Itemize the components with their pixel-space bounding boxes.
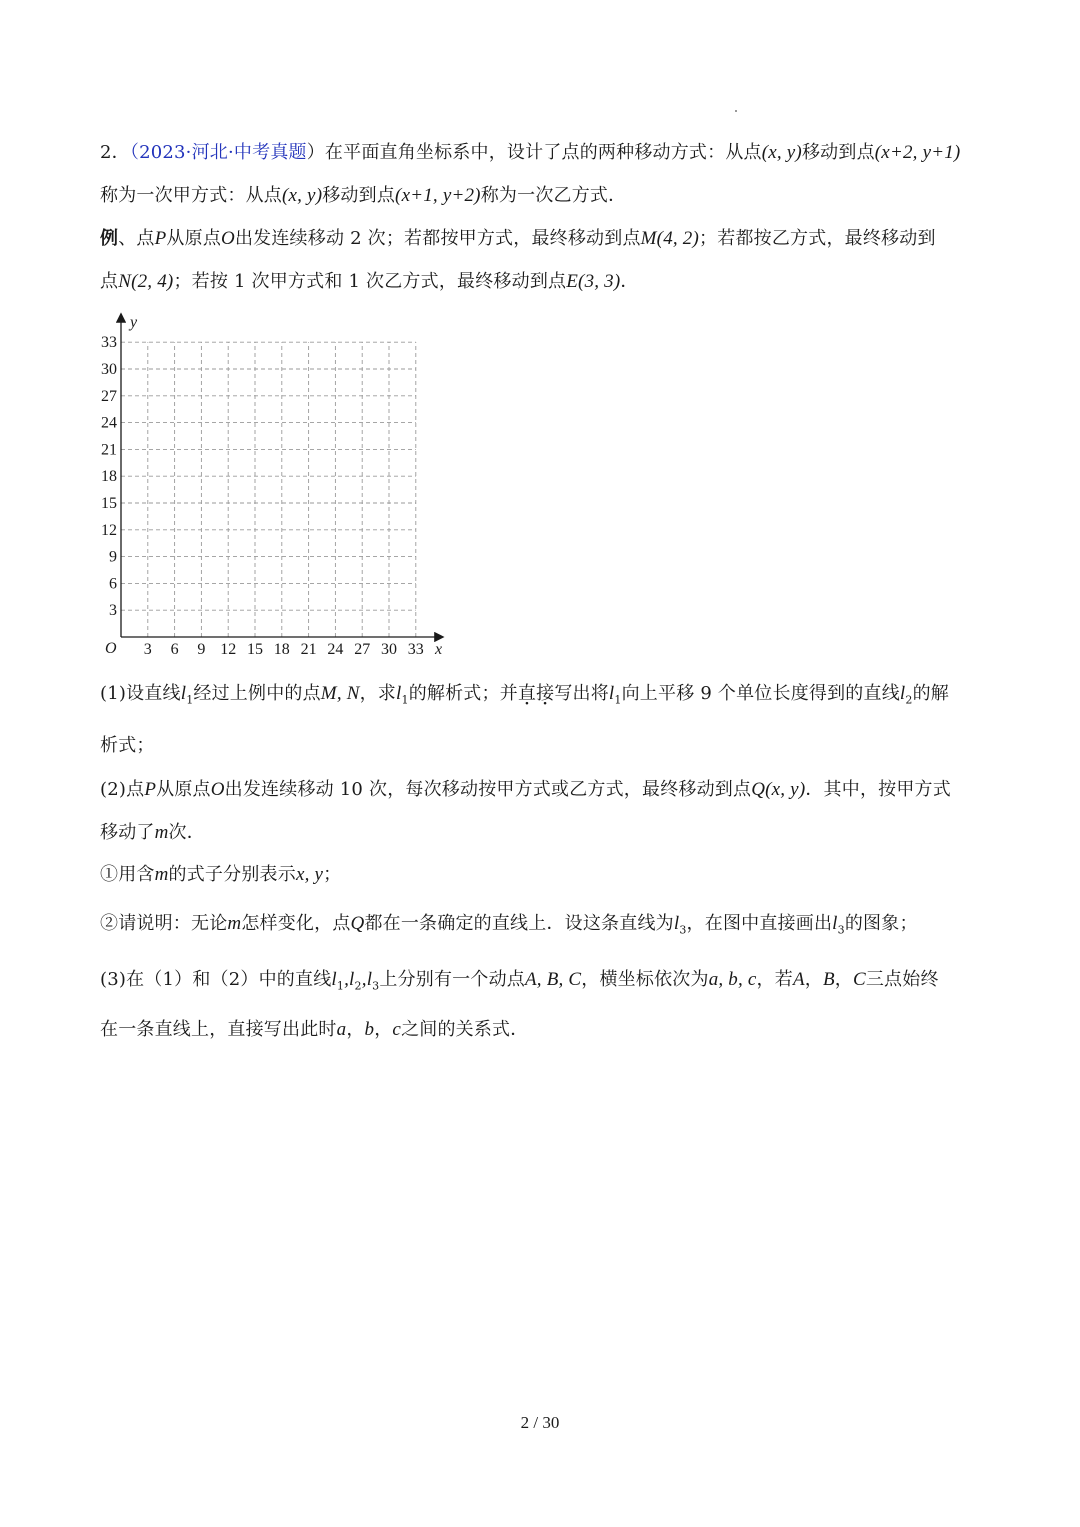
y-axis-label: y <box>130 314 138 331</box>
emphasis-dot-char: 接 <box>536 683 555 704</box>
problem-intro-line-1: 2．（2023·河北·中考真题）在平面直角坐标系中，设计了点的两种移动方式：从点(x, y)移动到点(x+2, y+1) <box>100 142 961 163</box>
page-number: 2 / 30 <box>520 1413 560 1432</box>
scan-speck <box>735 110 737 112</box>
y-tick-label: 21 <box>101 441 117 459</box>
example-line-2: 点N(2, 4)；若按 1 次甲方式和 1 次乙方式，最终移动到点E(3, 3)． <box>100 271 639 292</box>
x-tick-label: 21 <box>300 641 317 658</box>
x-tick-label: 12 <box>220 641 237 658</box>
x-axis-label: x <box>435 641 443 658</box>
y-tick-label: 12 <box>101 521 117 539</box>
question-3-line-2: 在一条直线上，直接写出此时a，b，c之间的关系式． <box>100 1019 529 1040</box>
x-tick-label: 9 <box>197 641 206 658</box>
question-1-line-2: 析式； <box>100 735 155 756</box>
y-tick-label: 15 <box>101 495 117 512</box>
example-line-1: 例、点P从原点O出发连续移动 2 次；若都按甲方式，最终移动到点M(4, 2)；若都按乙方式，最终移动到 <box>100 228 936 249</box>
y-tick-label: 3 <box>109 602 117 620</box>
question-1-line-1: (1)设直线$l_1$经过上例中的点M, N，求$l_1$的解析式；并直接写出将$l_1$向上平移 9 个单位长度得到的直线$l_2$的解 <box>100 683 949 707</box>
x-tick-label: 15 <box>247 641 263 658</box>
y-tick-label: 9 <box>109 548 117 566</box>
y-tick-label: 33 <box>101 334 117 352</box>
y-tick-label: 18 <box>101 468 117 486</box>
question-2-sub-2: ②请说明：无论m怎样变化，点Q都在一条确定的直线上．设这条直线为$l_3$，在图中直接画出$l_3$的图象； <box>100 913 918 937</box>
problem-number: 2． <box>100 142 130 163</box>
origin-label: O <box>105 640 117 657</box>
coordinate-grid <box>90 305 450 665</box>
problem-intro-line-2: 称为一次甲方式：从点(x, y)移动到点(x+1, y+2)称为一次乙方式． <box>100 185 627 206</box>
grid-lines <box>121 342 416 637</box>
x-tick-label: 3 <box>143 641 152 658</box>
x-tick-label: 33 <box>407 641 424 658</box>
x-tick-label: 24 <box>327 641 344 658</box>
x-tick-label: 27 <box>354 641 371 658</box>
y-tick-label: 30 <box>101 361 117 378</box>
emphasis-dot-char: 直 <box>517 683 537 704</box>
x-tick-label: 6 <box>170 641 179 658</box>
y-tick-label: 6 <box>109 575 117 593</box>
question-3-line-1: (3)在（1）和（2）中的直线$l_1,l_2,l_3$上分别有一个动点A, B, C，横坐标依次为a, b, c，若A，B，C三点始终 <box>100 969 939 993</box>
question-2-line-2: 移动了m次． <box>100 822 205 843</box>
y-tick-label: 27 <box>101 387 117 405</box>
question-2-line-1: (2)点P从原点O出发连续移动 10 次，每次移动按甲方式或乙方式，最终移动到点Q(x, y)．其中，按甲方式 <box>100 779 951 800</box>
x-tick-label: 30 <box>381 641 397 658</box>
x-tick-label: 18 <box>273 641 290 658</box>
example-label: 例 <box>100 228 119 249</box>
question-2-sub-1: ①用含m的式子分别表示x, y； <box>100 864 342 885</box>
y-tick-label: 24 <box>101 414 117 432</box>
source-link[interactable]: 2023·河北·中考真题 <box>139 142 307 163</box>
